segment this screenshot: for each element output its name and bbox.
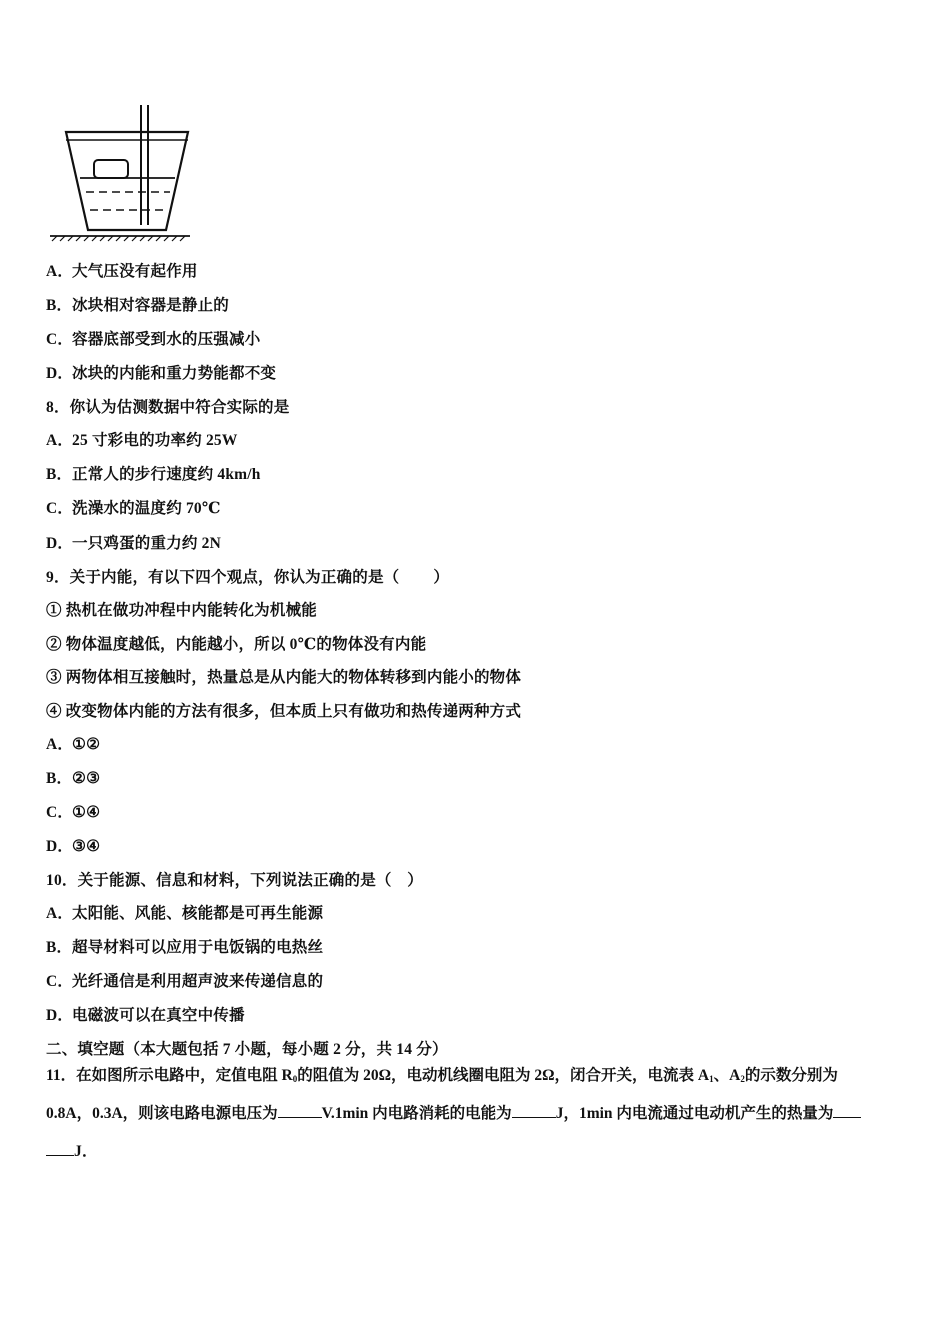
q9-option-c: C．①④ — [46, 804, 101, 821]
q9-statement-4: ④ 改变物体内能的方法有很多，但本质上只有做功和热传递两种方式 — [46, 703, 522, 720]
ice-block — [94, 160, 128, 178]
q11-line-3: J． — [46, 1141, 98, 1162]
q10-option-b: B．超导材料可以应用于电饭锅的电热丝 — [46, 939, 324, 956]
q9-option-a: A．①② — [46, 736, 101, 753]
q8-stem: 8．你认为估测数据中符合实际的是 — [46, 399, 290, 416]
q9-option-b: B．②③ — [46, 770, 101, 787]
q8-option-c: C．洗澡水的温度约 70℃ — [46, 500, 221, 517]
q11-blank-energy[interactable] — [512, 1103, 556, 1118]
q8-option-a: A．25 寸彩电的功率约 25W — [46, 432, 238, 449]
q7-option-b: B．冰块相对容器是静止的 — [46, 297, 230, 314]
q9-statement-3: ③ 两物体相互接触时，热量总是从内能大的物体转移到内能小的物体 — [46, 669, 522, 686]
q10-option-d: D．电磁波可以在真空中传播 — [46, 1007, 245, 1024]
q7-option-d: D．冰块的内能和重力势能都不变 — [46, 365, 277, 382]
q11-blank-heat-end[interactable] — [46, 1141, 74, 1156]
q9-option-d: D．③④ — [46, 838, 101, 855]
container-outline — [66, 132, 188, 230]
q9-stem: 9．关于内能，有以下四个观点，你认为正确的是（ ） — [46, 569, 450, 586]
q7-option-a: A．大气压没有起作用 — [46, 263, 198, 280]
q11-line-1: 11．在如图所示电路中，定值电阻 $R_0$的阻值为 20Ω，电动机线圈电阻为 2Ω，闭合开关，电流表 $A_1$、$A_2$的示数分别为 — [46, 1067, 838, 1084]
q11-line-2: 0.8A，0.3A，则该电路电源电压为 V.1min 内电路消耗的电能为 J，1min 内电流通过电动机产生的热量为 — [46, 1103, 861, 1124]
q9-statement-2: ② 物体温度越低，内能越小，所以 0℃的物体没有内能 — [46, 636, 427, 653]
ice-container-figure — [44, 100, 194, 245]
q8-option-b: B．正常人的步行速度约 4km/h — [46, 466, 261, 483]
q10-stem: 10．关于能源、信息和材料，下列说法正确的是（ ） — [46, 872, 424, 889]
section-2-title: 二、填空题（本大题包括 7 小题，每小题 2 分，共 14 分） — [46, 1041, 448, 1058]
q10-option-a: A．太阳能、风能、核能都是可再生能源 — [46, 905, 324, 922]
q10-option-c: C．光纤通信是利用超声波来传递信息的 — [46, 973, 324, 990]
q11-blank-voltage[interactable] — [278, 1103, 322, 1118]
q7-option-c: C．容器底部受到水的压强减小 — [46, 331, 261, 348]
q8-option-d: D．一只鸡蛋的重力约 2N — [46, 535, 222, 552]
q11-blank-heat-start[interactable] — [833, 1103, 861, 1118]
q9-statement-1: ① 热机在做功冲程中内能转化为机械能 — [46, 602, 317, 619]
